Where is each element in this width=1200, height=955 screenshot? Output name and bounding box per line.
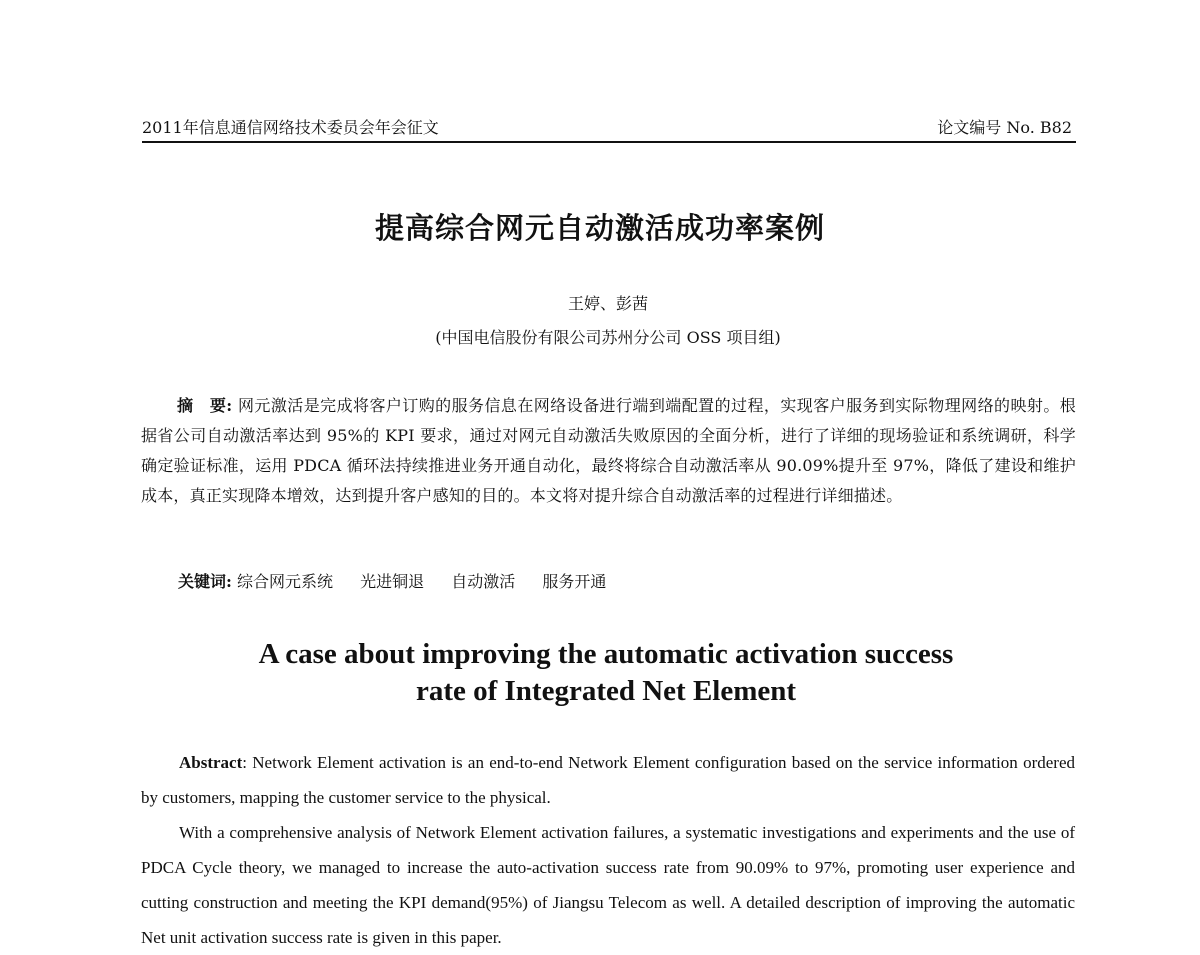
paper-number: 论文编号 No. B82 [937,118,1072,137]
chinese-abstract [141,391,1076,511]
chinese-title: 提高综合网元自动激活成功率案例 [374,211,825,245]
english-abstract-paragraph: With a comprehensive analysis of Network Element activation failures, a systematic investigations and experiments and the use of PDCA Cycle theory, we managed to increase the auto-activation success rate from 90.09% to 97%, promoting user experience and cutting construction and meeting the KPI demand(95%) of Jiangsu Telecom as well. A detailed description of improving the automatic Net unit activation success rate is given in this paper. [141,823,1075,947]
keyword-item: 光进铜退 [360,572,425,591]
english-abstract-label: Abstract [179,753,243,772]
header-divider [142,141,1076,143]
affiliation: (中国电信股份有限公司苏州分公司 OSS 项目组) [435,328,781,347]
english-title-line-1: A case about improving the automatic activation success [258,638,954,670]
english-abstract [141,745,1075,955]
english-title-line-2: rate of Integrated Net Element [415,675,797,707]
english-abstract-text: : Network Element activation is an end-to-end Network Element configuration based on the service information ordered by customers, mapping the customer service to the physical. [141,753,1075,807]
keywords [178,569,628,595]
keyword-item: 综合网元系统 [237,572,334,591]
conference-name: 2011年信息通信网络技术委员会年会征文 [142,118,439,137]
english-title [0,636,1200,710]
authors: 王婷、彭茜 [567,294,648,313]
chinese-abstract-text: 网元激活是完成将客户订购的服务信息在网络设备进行端到端配置的过程，实现客户服务到实际物理网络的映射。根据省公司自动激活率达到 95%的 KPI 要求，通过对网元自动激活失败原因的全面分析，进行了详细的现场验证和系统调研，科学确定验证标准，运用 PDCA 循环法持续推进业务开通自动化，最终将综合自动激活率从 90.09%提升至 97%，降低了建设和维护成本，真正实现降本增效，达到提升客户感知的目的。本文将对提升综合自动激活率的过程进行详细描述。 [141,396,1076,505]
chinese-abstract-label: 摘 要: [177,396,233,415]
keyword-item: 服务开通 [542,572,607,591]
keyword-item: 自动激活 [451,572,516,591]
keywords-label: 关键词: [178,572,232,591]
running-header [142,116,1074,142]
english-abstract-paragraph [141,745,1075,815]
